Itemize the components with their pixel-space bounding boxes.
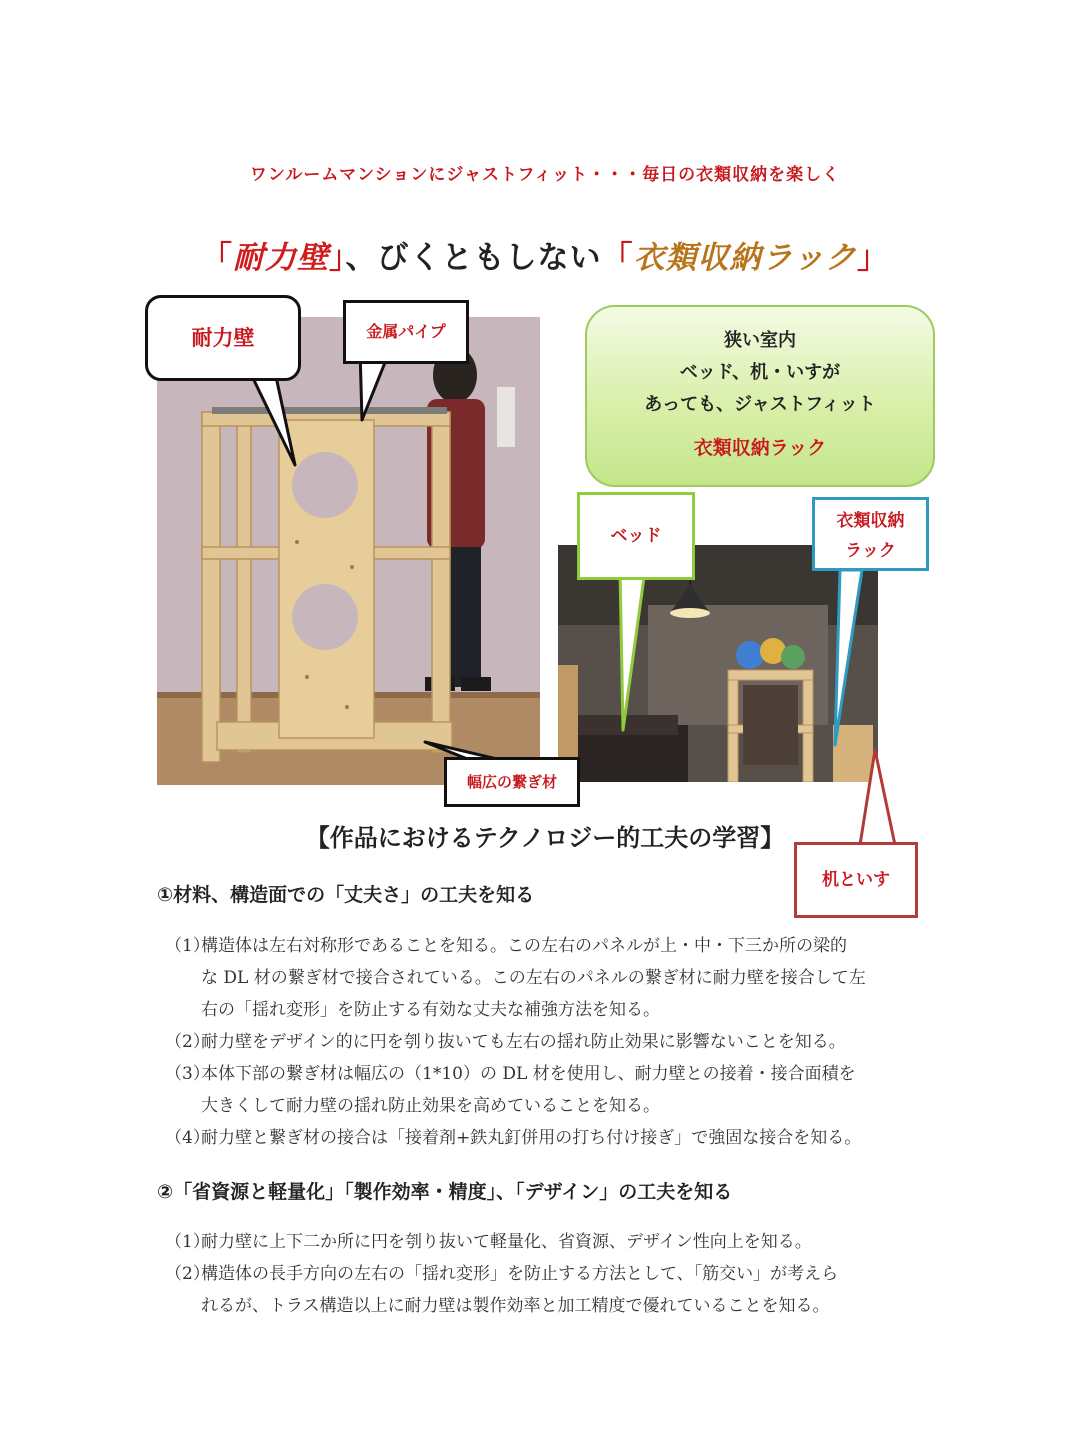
section1-heading: ①材料、構造面での「丈夫さ」の工夫を知る — [157, 884, 535, 906]
list-item — [165, 930, 965, 1026]
info-accent: 衣類収納ラック — [693, 437, 827, 459]
info-line: ベッド、机・いすが — [679, 362, 841, 383]
list-item — [165, 1258, 965, 1322]
connector-callout: 幅広の繋ぎ材 — [444, 757, 580, 807]
info-box — [585, 305, 935, 487]
title-bracket: 」 — [856, 240, 889, 276]
info-line: あっても、ジャストフィット — [644, 394, 876, 415]
section2-list — [165, 1226, 965, 1322]
item-number: （1） — [165, 936, 210, 956]
item-text: 本体下部の繋ぎ材は幅広の（1*10）の DL 材を使用し、耐力壁との接着・接合面積を — [201, 1064, 856, 1084]
item-number: （1） — [165, 1232, 210, 1252]
item-text: な DL 材の繋ぎ材で接合されている。この左右のパネルの繋ぎ材に耐力壁を接合して左 — [201, 968, 866, 988]
section-heading: 【作品におけるテクノロジー的工夫の学習】 — [305, 823, 785, 852]
page-subtitle: ワンルームマンションにジャストフィット・・・毎日の衣類収納を楽しく — [249, 165, 841, 185]
item-number: （2） — [165, 1264, 210, 1284]
rack-callout — [812, 497, 929, 571]
item-text: 構造体の長手方向の左右の「揺れ変形」を防止する方法として、「筋交い」が考えら — [201, 1264, 839, 1284]
rack-callout-line: 衣類収納 — [836, 511, 905, 531]
item-text: 耐力壁をデザイン的に円を刳り抜いても左右の揺れ防止効果に影響ないことを知る。 — [201, 1032, 846, 1052]
title-wall: 耐力壁 — [233, 240, 330, 276]
list-item — [165, 1026, 965, 1058]
bed-callout: ベッド — [577, 492, 695, 580]
item-text: れるが、トラス構造以上に耐力壁は製作効率と加工精度で優れていることを知る。 — [201, 1296, 830, 1316]
desk-callout: 机といす — [794, 842, 918, 918]
section1-list — [165, 930, 965, 1154]
rack-callout-line: ラック — [845, 541, 896, 561]
list-item — [165, 1058, 965, 1122]
title-middle: 、びくともしない — [345, 240, 602, 276]
title-rack: 衣類収納ラック — [633, 240, 857, 276]
title-bracket: 」 — [329, 240, 346, 276]
item-text: 耐力壁に上下二か所に円を刳り抜いて軽量化、省資源、デザイン性向上を知る。 — [201, 1232, 812, 1252]
item-text: 右の「揺れ変形」を防止する有効な丈夫な補強方法を知る。 — [201, 1000, 660, 1020]
wall-callout: 耐力壁 — [145, 295, 301, 381]
item-text: 耐力壁と繋ぎ材の接合は「接着剤+鉄丸釘併用の打ち付け接ぎ」で強固な接合を知る。 — [201, 1128, 862, 1148]
page-title — [0, 232, 1090, 277]
item-number: （3） — [165, 1064, 210, 1084]
item-number: （2） — [165, 1032, 210, 1052]
item-text: 大きくして耐力壁の揺れ防止効果を高めていることを知る。 — [201, 1096, 660, 1116]
info-line: 狭い室内 — [724, 330, 796, 351]
list-item — [165, 1226, 965, 1258]
list-item — [165, 1122, 965, 1154]
item-number: （4） — [165, 1128, 210, 1148]
pipe-callout: 金属パイプ — [343, 300, 469, 364]
section2-heading: ②「省資源と軽量化」「製作効率・精度」、「デザイン」の工夫を知る — [157, 1181, 733, 1203]
title-bracket: 「 — [601, 240, 634, 276]
item-text: 構造体は左右対称形であることを知る。この左右のパネルが上・中・下三か所の梁的 — [201, 936, 847, 956]
title-bracket: 「 — [201, 240, 234, 276]
